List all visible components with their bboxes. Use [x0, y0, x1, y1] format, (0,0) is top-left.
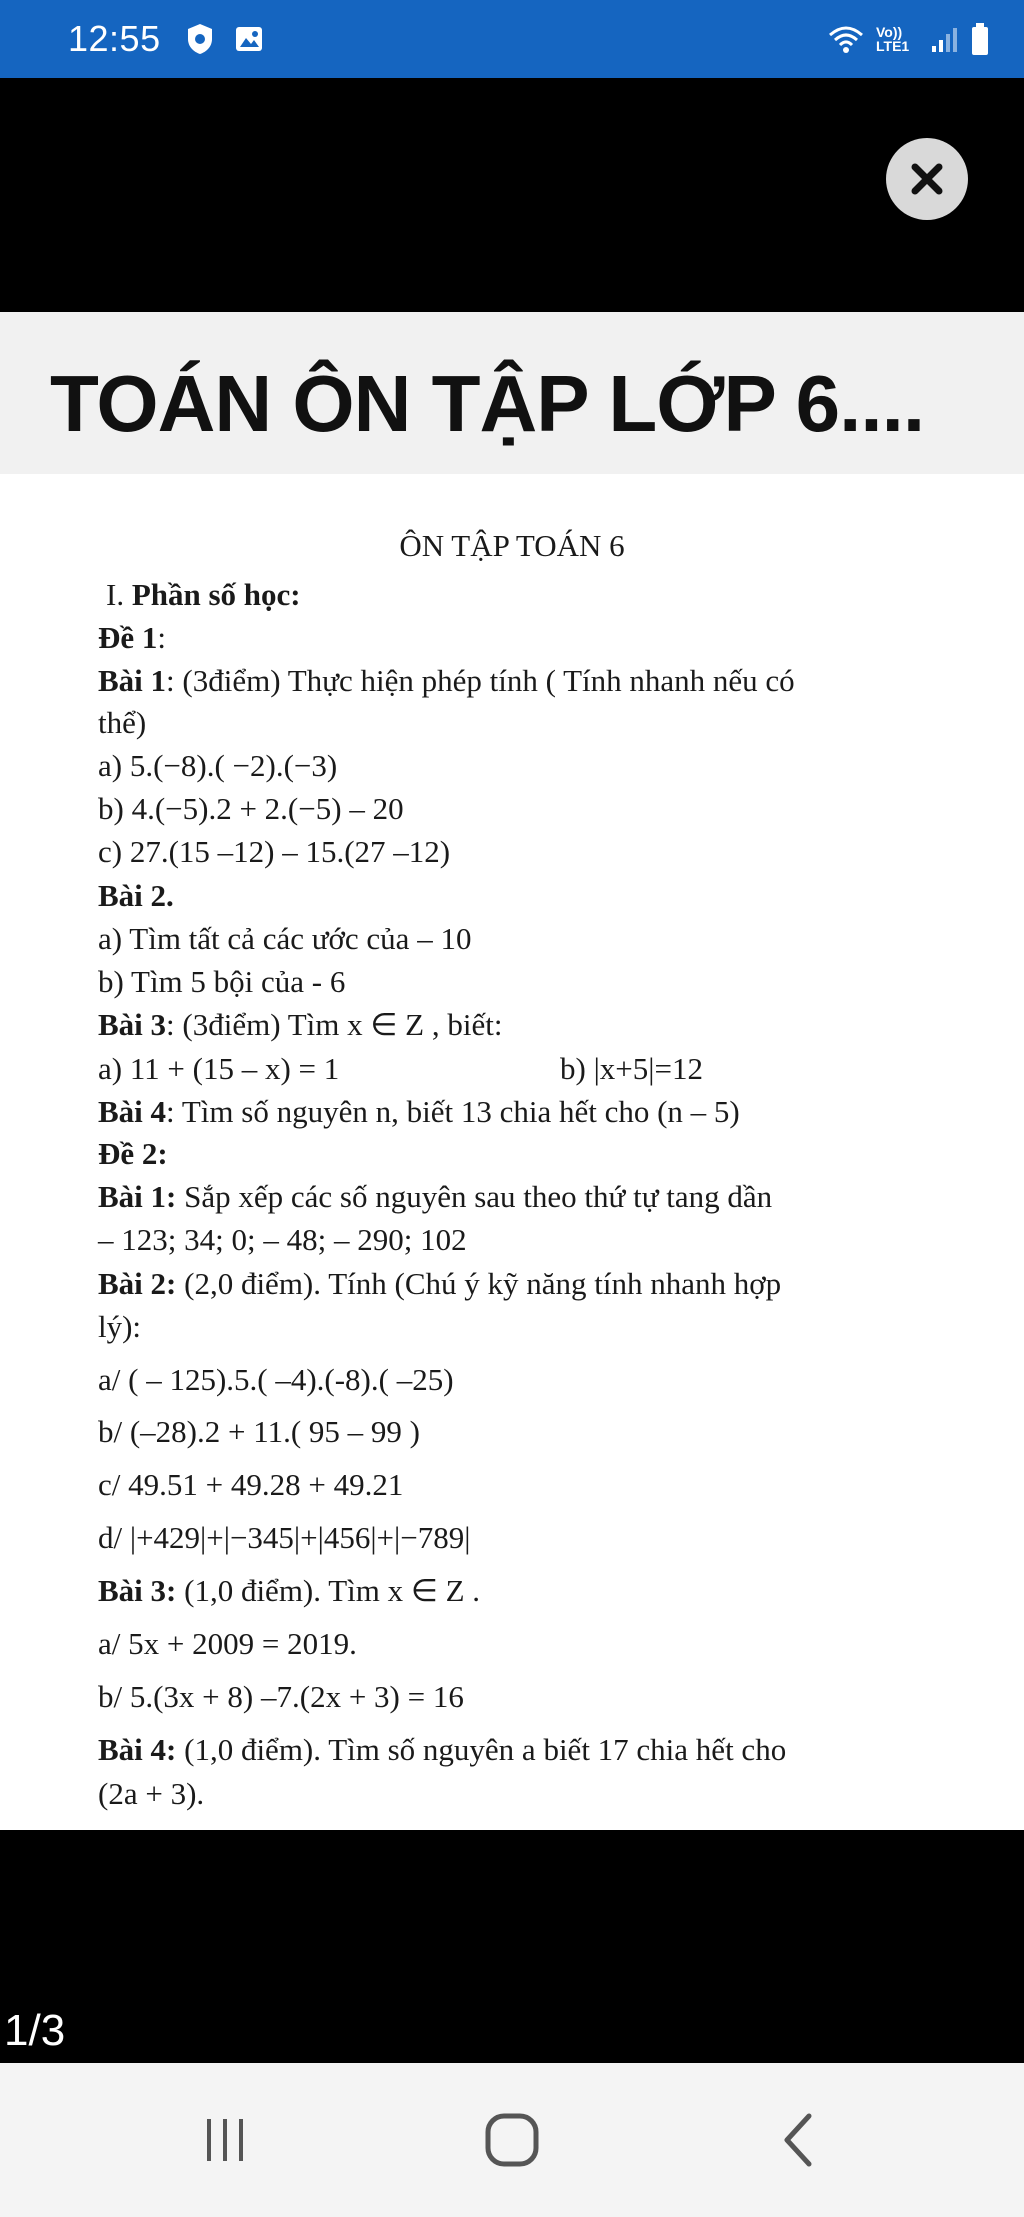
doc-line: Đề 1:: [98, 620, 167, 655]
doc-line: I. Phần số học:: [106, 577, 301, 612]
doc-line: b) |x+5|=12: [560, 1051, 703, 1086]
doc-line: thể): [98, 705, 147, 740]
document-title: TOÁN ÔN TẬP LỚP 6....: [50, 359, 925, 448]
image-icon: [234, 24, 264, 54]
doc-line: d/ |+429|+|−345|+|456|+|−789|: [98, 1520, 471, 1555]
doc-line: b/ 5.(3x + 8) –7.(2x + 3) = 16: [98, 1679, 464, 1714]
doc-line: a) 11 + (15 – x) = 1: [98, 1051, 340, 1086]
home-button[interactable]: [472, 2103, 552, 2177]
doc-line: b) 4.(−5).2 + 2.(−5) – 20: [98, 791, 404, 826]
back-icon: [775, 2112, 825, 2168]
doc-line: Bài 2: (2,0 điểm). Tính (Chú ý kỹ năng tính nhanh hợp: [98, 1266, 782, 1301]
doc-line: Đề 2:: [98, 1136, 168, 1171]
doc-line: b/ (–28).2 + 11.( 95 – 99 ): [98, 1414, 420, 1449]
doc-line: a) 5.(−8).( −2).(−3): [98, 748, 338, 783]
home-icon: [482, 2110, 542, 2170]
navigation-bar: [0, 2063, 1024, 2217]
doc-line: – 123; 34; 0; – 48; – 290; 102: [98, 1222, 467, 1257]
title-bar: [0, 312, 1024, 474]
close-icon: [907, 159, 947, 199]
doc-line: c/ 49.51 + 49.28 + 49.21: [98, 1467, 404, 1502]
doc-line: lý):: [98, 1309, 142, 1344]
document-page: [0, 474, 1024, 1830]
close-button[interactable]: [886, 138, 968, 220]
doc-line: Bài 1: (3điểm) Thực hiện phép tính ( Tính nhanh nếu có: [98, 663, 795, 698]
recents-icon: [201, 2115, 251, 2165]
doc-line: Bài 3: (1,0 điểm). Tìm x ∈ Z .: [98, 1573, 481, 1608]
page-indicator: 1/3: [4, 2006, 66, 2055]
doc-line: a/ 5x + 2009 = 2019.: [98, 1626, 357, 1661]
recents-button[interactable]: [186, 2103, 266, 2177]
doc-line: b) Tìm 5 bội của - 6: [98, 964, 346, 999]
status-bar: [0, 0, 1024, 78]
wifi-icon: [826, 23, 866, 55]
doc-line: c) 27.(15 –12) – 15.(27 –12): [98, 834, 451, 869]
doc-line: Bài 4: Tìm số nguyên n, biết 13 chia hết cho (n – 5): [98, 1094, 740, 1129]
viewer-header: [0, 78, 1024, 312]
document-heading: ÔN TẬP TOÁN 6: [399, 528, 625, 563]
doc-line: a/ ( – 125).5.( –4).(-8).( –25): [98, 1362, 454, 1397]
shield-icon: [186, 22, 214, 56]
signal-icon: [930, 24, 960, 54]
doc-line: Bài 1: Sắp xếp các số nguyên sau theo thứ tự tang dần: [98, 1179, 773, 1214]
doc-line: a) Tìm tất cả các ước của – 10: [98, 921, 472, 956]
doc-line: Bài 2.: [98, 878, 174, 913]
viewer-footer: [0, 1830, 1024, 2063]
network-label: Vo)) LTE1: [876, 24, 910, 54]
doc-line: Bài 4: (1,0 điểm). Tìm số nguyên a biết 17 chia hết cho: [98, 1732, 787, 1767]
doc-line: Bài 3: (3điểm) Tìm x ∈ Z , biết:: [98, 1007, 503, 1042]
status-time: 12:55: [68, 18, 161, 59]
doc-line: (2a + 3).: [98, 1776, 205, 1811]
back-button[interactable]: [760, 2103, 840, 2177]
battery-icon: [970, 22, 990, 56]
